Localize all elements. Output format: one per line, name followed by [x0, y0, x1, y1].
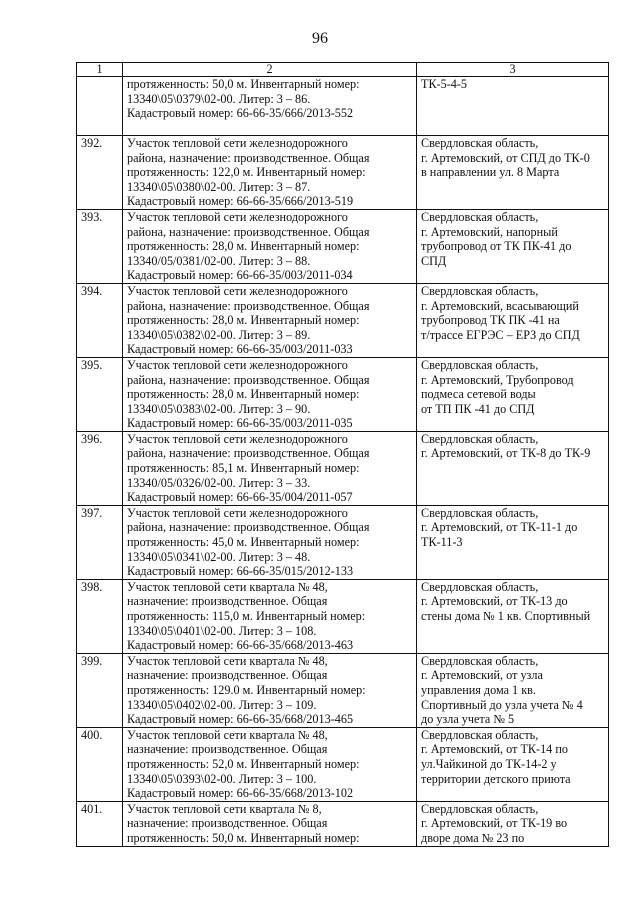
- description-line: Кадастровый номер: 66-66-35/666/2013-552: [127, 106, 354, 121]
- location-line: дворе дома № 23 по: [421, 830, 525, 845]
- location-line: трубопровод от ТК ПК-41 до: [421, 239, 572, 254]
- location-line: Свердловская область,: [421, 579, 539, 594]
- object-description: [123, 209, 417, 283]
- description-line: 13340\05\0383\02-00. Литер: 3 – 90.: [127, 401, 311, 416]
- table-row: [77, 283, 609, 357]
- location-line: до узла учета № 5: [421, 712, 515, 727]
- location-line: Свердловская область,: [421, 209, 539, 224]
- location-line: стены дома № 1 кв. Спортивный: [421, 609, 591, 623]
- entry-number: 395.: [77, 357, 123, 431]
- location-line: в направлении ул. 8 Марта: [421, 165, 560, 180]
- object-location: [417, 77, 609, 136]
- location-line: управления дома 1 кв.: [421, 682, 536, 697]
- object-location: [417, 801, 609, 846]
- entry-number: 394.: [77, 283, 123, 357]
- description-line: Участок тепловой сети железнодорожного: [127, 357, 348, 372]
- entry-number: 393.: [77, 209, 123, 283]
- location-line: ТК-11-3: [421, 535, 463, 550]
- location-line: ТК-5-4-5: [421, 77, 468, 91]
- description-line: Кадастровый номер: 66-66-35/015/2012-133: [127, 564, 354, 579]
- object-description: [123, 357, 417, 431]
- location-line: г. Артемовский, напорный: [421, 224, 558, 239]
- object-description: [123, 801, 417, 846]
- object-location: [417, 283, 609, 357]
- location-line: Свердловская область,: [421, 653, 539, 668]
- description-line: Участок тепловой сети квартала № 48,: [127, 653, 328, 668]
- location-line: т/трассе ЕГРЭС – ЕРЗ до СПД: [421, 327, 580, 342]
- description-line: протяженность: 28,0 м. Инвентарный номер:: [127, 387, 360, 402]
- description-line: 13340\05\0380\02-00. Литер: 3 – 87.: [127, 179, 311, 194]
- description-line: назначение: производственное. Общая: [127, 594, 328, 609]
- location-line: г. Артемовский, от ТК-8 до ТК-9: [421, 446, 591, 461]
- description-line: протяженность: 45,0 м. Инвентарный номер:: [127, 535, 360, 550]
- entry-number: 392.: [77, 136, 123, 210]
- description-line: назначение: производственное. Общая: [127, 668, 328, 683]
- entry-number: 397.: [77, 505, 123, 579]
- description-line: 13340\05\0401\02-00. Литер: 3 – 108.: [127, 623, 317, 638]
- object-location: [417, 505, 609, 579]
- table-row: [77, 653, 609, 727]
- description-line: района, назначение: производственное. Общая: [127, 446, 370, 461]
- location-line: Свердловская область,: [421, 357, 539, 372]
- object-location: [417, 579, 609, 653]
- description-line: 13340\05\0402\02-00. Литер: 3 – 109.: [127, 697, 317, 712]
- description-line: 13340\05\0379\02-00. Литер: 3 – 86.: [127, 91, 311, 106]
- object-location: [417, 431, 609, 505]
- description-line: Кадастровый номер: 66-66-35/668/2013-463: [127, 638, 354, 653]
- description-line: Кадастровый номер: 66-66-35/666/2013-519: [127, 194, 354, 209]
- table-header-row: [77, 63, 609, 77]
- location-line: г. Артемовский, от узла: [421, 668, 543, 683]
- location-line: г. Артемовский, от СПД до ТК-0: [421, 150, 590, 165]
- location-line: Свердловская область,: [421, 136, 539, 150]
- location-line: Спортивный до узла учета № 4: [421, 697, 583, 712]
- entry-number: 400.: [77, 727, 123, 801]
- object-description: [123, 727, 417, 801]
- object-description: [123, 136, 417, 210]
- description-line: Участок тепловой сети железнодорожного: [127, 209, 348, 224]
- description-line: 13340/05/0326/02-00. Литер: 3 – 33.: [127, 475, 311, 490]
- description-line: протяженность: 50,0 м. Инвентарный номер:: [127, 77, 360, 91]
- location-line: Свердловская область,: [421, 505, 539, 520]
- location-line: г. Артемовский, всасывающий: [421, 298, 579, 313]
- object-location: [417, 136, 609, 210]
- location-line: ул.Чайкиной до ТК-14-2 у: [421, 756, 557, 771]
- description-line: протяженность: 28,0 м. Инвентарный номер:: [127, 313, 360, 328]
- description-line: протяженность: 50,0 м. Инвентарный номер:: [127, 830, 360, 845]
- location-line: трубопровод ТК ПК -41 на: [421, 313, 560, 328]
- table-row: [77, 505, 609, 579]
- object-location: [417, 357, 609, 431]
- description-line: Участок тепловой сети железнодорожного: [127, 431, 348, 446]
- table-row: [77, 431, 609, 505]
- description-line: района, назначение: производственное. Общая: [127, 520, 370, 535]
- description-line: протяженность: 85,1 м. Инвентарный номер:: [127, 461, 360, 476]
- location-line: подмеса сетевой воды: [421, 387, 536, 402]
- location-line: г. Артемовский, от ТК-19 во: [421, 816, 568, 831]
- location-line: г. Артемовский, от ТК-14 по: [421, 742, 568, 757]
- description-line: Кадастровый номер: 66-66-35/668/2013-102: [127, 786, 354, 801]
- table-row: [77, 727, 609, 801]
- location-line: Свердловская область,: [421, 801, 539, 816]
- object-description: [123, 653, 417, 727]
- description-line: 13340/05/0381/02-00. Литер: 3 – 88.: [127, 253, 311, 268]
- location-line: территории детского приюта: [421, 771, 571, 786]
- description-line: Участок тепловой сети квартала № 8,: [127, 801, 322, 816]
- entry-number: 396.: [77, 431, 123, 505]
- table-row: [77, 209, 609, 283]
- location-line: г. Артемовский, Трубопровод: [421, 372, 574, 387]
- description-line: района, назначение: производственное. Общая: [127, 298, 370, 313]
- description-line: Участок тепловой сети квартала № 48,: [127, 579, 328, 594]
- description-line: Участок тепловой сети железнодорожного: [127, 136, 348, 150]
- description-line: 13340\05\0382\02-00. Литер: 3 – 89.: [127, 327, 311, 342]
- page-number: 96: [312, 30, 328, 47]
- column-header-number: 1: [77, 63, 123, 77]
- description-line: Участок тепловой сети железнодорожного: [127, 505, 348, 520]
- description-line: Участок тепловой сети железнодорожного: [127, 283, 348, 298]
- entry-number: 398.: [77, 579, 123, 653]
- table-row: [77, 77, 609, 136]
- description-line: назначение: производственное. Общая: [127, 816, 328, 831]
- entry-number: 399.: [77, 653, 123, 727]
- object-location: [417, 209, 609, 283]
- description-line: протяженность: 115,0 м. Инвентарный номер:: [127, 609, 366, 623]
- column-header-description: 2: [123, 63, 417, 77]
- location-line: СПД: [421, 253, 447, 268]
- location-line: Свердловская область,: [421, 727, 539, 742]
- description-line: протяженность: 129.0 м. Инвентарный номер:: [127, 682, 366, 697]
- description-line: 13340\05\0341\02-00. Литер: 3 – 48.: [127, 549, 311, 564]
- description-line: 13340\05\0393\02-00. Литер: 3 – 100.: [127, 771, 317, 786]
- property-registry-table: [76, 62, 609, 847]
- location-line: Свердловская область,: [421, 283, 539, 298]
- description-line: протяженность: 122,0 м. Инвентарный номер:: [127, 165, 366, 180]
- description-line: Кадастровый номер: 66-66-35/004/2011-057: [127, 490, 353, 505]
- description-line: района, назначение: производственное. Общая: [127, 150, 370, 165]
- description-line: Кадастровый номер: 66-66-35/003/2011-035: [127, 416, 353, 431]
- description-line: Участок тепловой сети квартала № 48,: [127, 727, 328, 742]
- table-row: [77, 801, 609, 846]
- object-location: [417, 727, 609, 801]
- location-line: Свердловская область,: [421, 431, 539, 446]
- entry-number: 401.: [77, 801, 123, 846]
- description-line: протяженность: 28,0 м. Инвентарный номер:: [127, 239, 360, 254]
- description-line: района, назначение: производственное. Общая: [127, 372, 370, 387]
- location-line: от ТП ПК -41 до СПД: [421, 401, 535, 416]
- object-description: [123, 77, 417, 136]
- table-row: [77, 579, 609, 653]
- description-line: Кадастровый номер: 66-66-35/003/2011-034: [127, 268, 353, 283]
- description-line: района, назначение: производственное. Общая: [127, 224, 370, 239]
- object-description: [123, 505, 417, 579]
- object-description: [123, 431, 417, 505]
- location-line: г. Артемовский, от ТК-11-1 до: [421, 520, 578, 535]
- description-line: назначение: производственное. Общая: [127, 742, 328, 757]
- object-description: [123, 579, 417, 653]
- description-line: Кадастровый номер: 66-66-35/668/2013-465: [127, 712, 354, 727]
- entry-number: [77, 77, 123, 136]
- table-row: [77, 357, 609, 431]
- object-location: [417, 653, 609, 727]
- description-line: Кадастровый номер: 66-66-35/003/2011-033: [127, 342, 353, 357]
- column-header-location: 3: [417, 63, 609, 77]
- description-line: протяженность: 52,0 м. Инвентарный номер:: [127, 756, 360, 771]
- table-row: [77, 136, 609, 210]
- object-description: [123, 283, 417, 357]
- location-line: г. Артемовский, от ТК-13 до: [421, 594, 568, 609]
